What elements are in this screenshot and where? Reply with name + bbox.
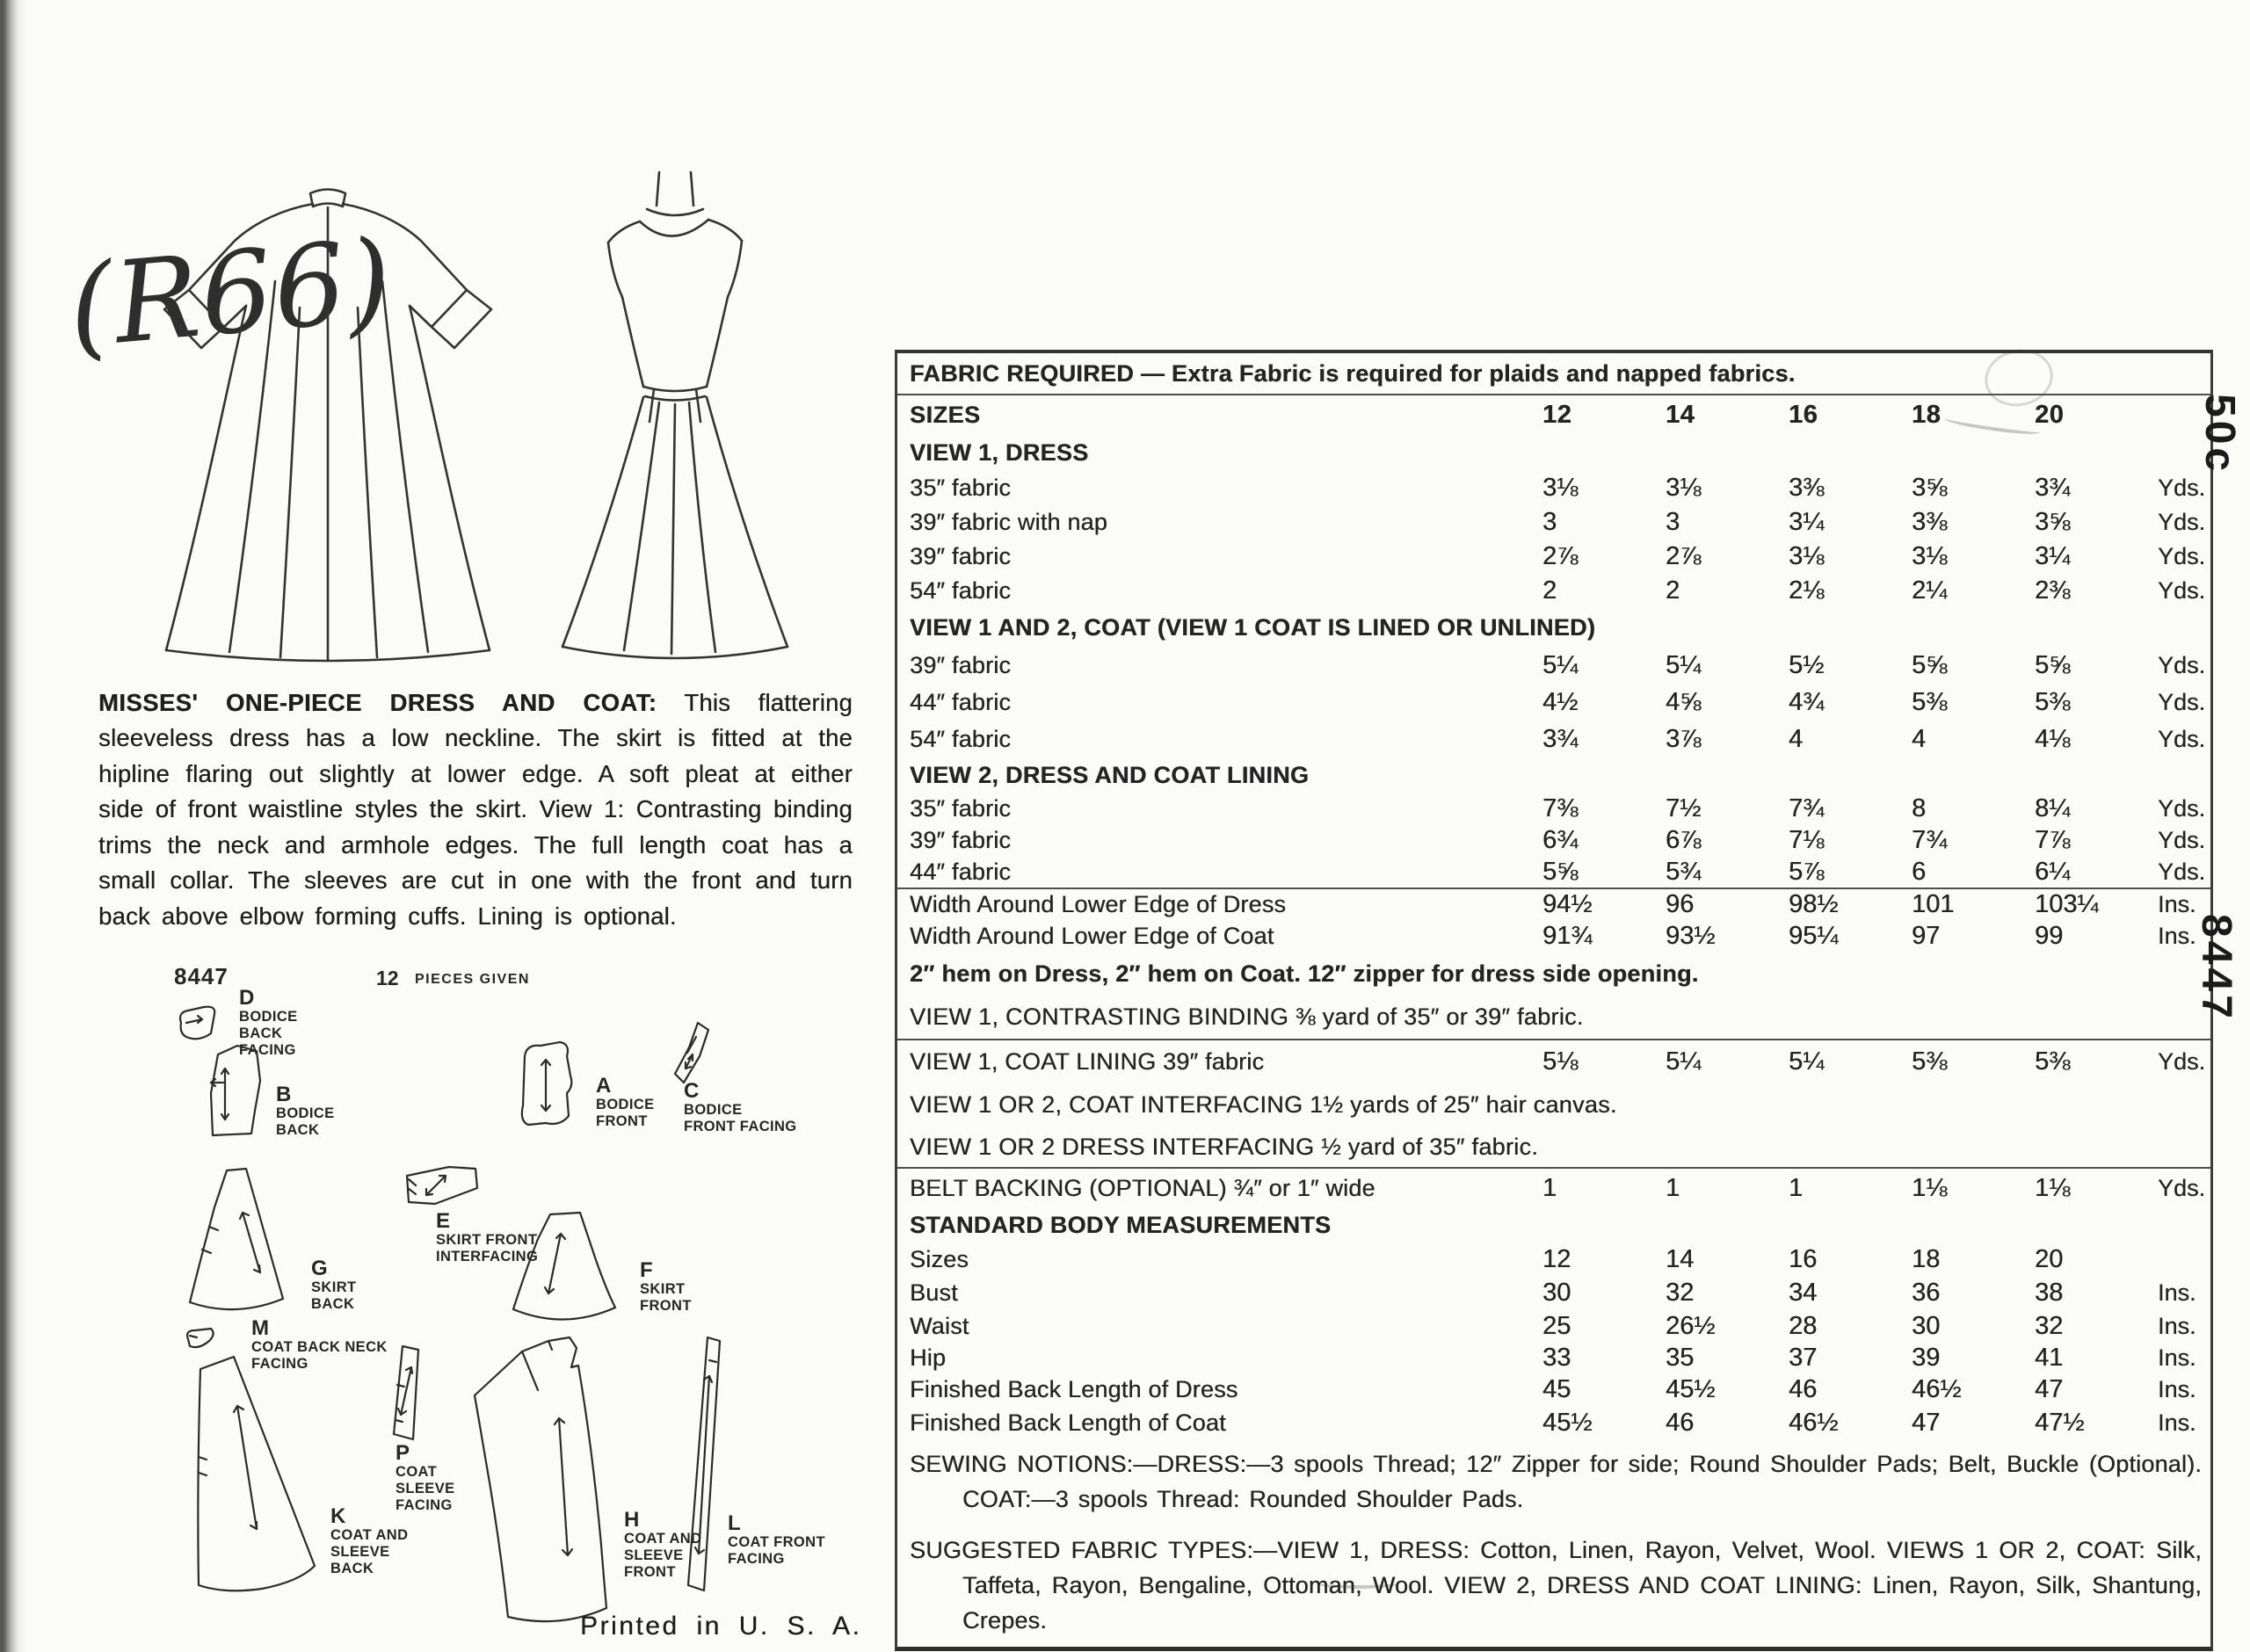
size-value-1: 26½ xyxy=(1666,1311,1716,1340)
section-title: VIEW 1 AND 2, COAT (VIEW 1 COAT IS LINED OR UNLINED) xyxy=(910,613,1596,641)
size-value-0: 7⅜ xyxy=(1542,793,1579,822)
table-row-29 xyxy=(897,1406,2210,1439)
table-row-12 xyxy=(897,793,2210,824)
row-label: 44″ fabric xyxy=(910,858,1012,885)
size-value-3: 3⅛ xyxy=(1912,542,1948,570)
row-label: 39″ fabric xyxy=(910,826,1012,853)
size-value-2: 28 xyxy=(1789,1311,1818,1340)
piece-shape-b xyxy=(202,1042,269,1141)
unit-label: Yds. xyxy=(2158,577,2206,604)
size-value-1: 5¼ xyxy=(1666,1047,1702,1076)
section-title: VIEW 2, DRESS AND COAT LINING xyxy=(910,761,1310,788)
size-value-3: 3⅝ xyxy=(1912,474,1948,502)
size-value-3: 39 xyxy=(1912,1343,1941,1372)
size-value-2: 4 xyxy=(1789,724,1804,753)
table-row-28 xyxy=(897,1373,2210,1406)
table-row-0 xyxy=(897,353,2210,394)
size-value-3: 46½ xyxy=(1912,1374,1962,1403)
size-value-4: 8¼ xyxy=(2035,793,2071,822)
row-label: 35″ fabric xyxy=(910,475,1012,501)
size-value-2: 16 xyxy=(1789,1244,1818,1273)
row-label: 39″ fabric xyxy=(910,543,1012,569)
size-value-2: 7¾ xyxy=(1789,793,1825,822)
coat-back-illustration xyxy=(143,176,512,668)
row-label: Hip xyxy=(910,1344,947,1371)
section-title: STANDARD BODY MEASUREMENTS xyxy=(910,1211,1332,1238)
size-value-4: 32 xyxy=(2035,1311,2064,1340)
size-value-0: 25 xyxy=(1542,1311,1571,1340)
table-row-20 xyxy=(897,1083,2210,1127)
size-value-1: 5¾ xyxy=(1666,857,1702,886)
unit-label: Yds. xyxy=(2158,826,2206,853)
row-label: Finished Back Length of Dress xyxy=(910,1375,1238,1402)
table-text: VIEW 1 OR 2, COAT INTERFACING 1½ yards of 25″ hair canvas. xyxy=(910,1090,1617,1118)
size-value-4: 47 xyxy=(2035,1374,2064,1403)
row-label: 44″ fabric xyxy=(910,688,1012,715)
table-row-24 xyxy=(897,1243,2210,1276)
piece-shape-h xyxy=(464,1334,618,1637)
piece-label-p: P COAT SLEEVE FACING xyxy=(396,1441,455,1513)
table-row-26 xyxy=(897,1309,2210,1343)
pieces-given-label: PIECES GIVEN xyxy=(415,972,530,987)
table-text: VIEW 1, CONTRASTING BINDING ⅜ yard of 35″ or 39″ fabric. xyxy=(910,1003,1584,1030)
size-value-0: 12 xyxy=(1542,1244,1571,1273)
pattern-description xyxy=(98,685,853,935)
row-label: 39″ fabric with nap xyxy=(910,509,1107,535)
unit-label: Yds. xyxy=(2158,1047,2206,1075)
size-value-4: 7⅞ xyxy=(2035,825,2071,854)
size-value-1: 45½ xyxy=(1666,1374,1716,1403)
size-value-1: 35 xyxy=(1666,1343,1695,1372)
size-value-2: 4¾ xyxy=(1789,687,1825,716)
size-value-3: 2¼ xyxy=(1912,576,1948,605)
row-label: 54″ fabric xyxy=(910,577,1012,604)
table-row-31 xyxy=(897,1525,2210,1647)
size-value-0: 12 xyxy=(1542,400,1572,429)
unit-label: Ins. xyxy=(2158,1375,2196,1402)
handwritten-annotation: (R66) xyxy=(63,214,399,374)
size-value-2: 1 xyxy=(1789,1173,1804,1202)
size-value-0: 94½ xyxy=(1542,890,1593,918)
fabric-required-table xyxy=(895,350,2213,1651)
size-value-1: 7½ xyxy=(1666,793,1702,822)
size-value-1: 2 xyxy=(1666,576,1680,605)
pieces-pattern-number: 8447 xyxy=(174,963,229,989)
size-value-1: 93½ xyxy=(1666,922,1716,950)
size-value-0: 3 xyxy=(1542,508,1557,536)
table-row-27 xyxy=(897,1343,2210,1373)
size-value-1: 14 xyxy=(1666,1244,1695,1273)
piece-shape-m xyxy=(181,1325,218,1353)
size-value-3: 18 xyxy=(1912,400,1942,429)
price-label: 50c xyxy=(2196,394,2243,475)
size-value-4: 103¼ xyxy=(2035,890,2099,918)
piece-label-d: D BODICE BACK FACING xyxy=(239,986,298,1058)
size-value-0: 30 xyxy=(1542,1278,1571,1307)
piece-shape-c xyxy=(670,1019,714,1088)
table-row-10 xyxy=(897,721,2210,757)
table-row-9 xyxy=(897,684,2210,721)
size-value-2: 3¼ xyxy=(1789,508,1825,536)
section-title: VIEW 1, DRESS xyxy=(910,438,1089,466)
size-value-1: 3 xyxy=(1666,508,1680,536)
size-value-2: 37 xyxy=(1789,1343,1818,1372)
unit-label: Ins. xyxy=(2158,1279,2196,1306)
unit-label: Yds. xyxy=(2158,1174,2206,1201)
size-value-3: 36 xyxy=(1912,1278,1941,1307)
size-value-0: 5⅝ xyxy=(1542,857,1579,886)
size-value-0: 5⅛ xyxy=(1542,1047,1579,1076)
piece-label-c: C BODICE FRONT FACING xyxy=(684,1079,797,1134)
size-value-1: 4⅝ xyxy=(1666,687,1702,716)
table-row-16 xyxy=(897,920,2210,953)
row-label: 39″ fabric xyxy=(910,651,1012,678)
row-label: Finished Back Length of Coat xyxy=(910,1409,1226,1436)
size-value-4: 3¼ xyxy=(2035,542,2071,570)
piece-label-m: M COAT BACK NECK FACING xyxy=(251,1316,388,1372)
size-value-1: 1 xyxy=(1666,1173,1680,1202)
row-label: Width Around Lower Edge of Dress xyxy=(910,891,1287,917)
size-value-4: 2⅜ xyxy=(2035,576,2071,605)
table-row-22 xyxy=(897,1167,2210,1207)
description-body: This flattering sleeveless dress has a low neckline. The skirt is fitted at the hipline flaring out slightly at lower edge. A soft pleat at either side of front waistline styles the skirt. View 1: Contrasting binding trims the neck and armhole edges. The full length coat has a small collar. The sleeves are cut in one with the front and turn back above elbow forming cuffs. Lining is optional. xyxy=(98,688,853,930)
table-row-17 xyxy=(897,953,2210,995)
size-value-0: 45½ xyxy=(1542,1408,1593,1437)
size-value-3: 101 xyxy=(1912,890,1955,918)
unit-label: Ins. xyxy=(2158,1344,2196,1371)
unit-label: Ins. xyxy=(2158,1312,2196,1339)
size-value-0: 5¼ xyxy=(1542,650,1579,679)
size-value-1: 3⅞ xyxy=(1666,724,1702,753)
unit-label: Ins. xyxy=(2158,1409,2196,1436)
unit-label: Yds. xyxy=(2158,725,2206,752)
size-value-1: 32 xyxy=(1666,1278,1695,1307)
size-value-3: 6 xyxy=(1912,857,1927,886)
row-label: SIZES xyxy=(910,401,981,428)
table-row-8 xyxy=(897,647,2210,684)
piece-label-e: E SKIRT FRONT INTERFACING xyxy=(436,1209,539,1264)
size-value-1: 14 xyxy=(1666,400,1695,429)
size-value-3: 5⅜ xyxy=(1912,687,1948,716)
size-value-2: 34 xyxy=(1789,1278,1818,1307)
unit-label: Yds. xyxy=(2158,688,2206,715)
row-label: Sizes xyxy=(910,1245,969,1272)
size-value-0: 91¾ xyxy=(1542,922,1593,950)
size-value-4: 99 xyxy=(2035,922,2064,950)
piece-shape-g xyxy=(176,1165,297,1316)
unit-label: Ins. xyxy=(2158,923,2196,949)
size-value-1: 2⅞ xyxy=(1666,542,1702,570)
piece-label-a: A BODICE FRONT xyxy=(596,1074,655,1129)
table-row-6 xyxy=(897,574,2210,608)
size-value-2: 95¼ xyxy=(1789,922,1839,950)
size-value-3: 18 xyxy=(1912,1244,1941,1273)
size-value-0: 6¾ xyxy=(1542,825,1579,854)
description-title: MISSES' ONE-PIECE DRESS AND COAT: xyxy=(98,688,657,716)
table-paragraph: SUGGESTED FABRIC TYPES:—VIEW 1, DRESS: Cotton, Linen, Rayon, Velvet, Wool. VIEWS 1 OR 2, COAT: Silk, Taffeta, Rayon, Bengaline, Ottoman, Wool. VIEW 2, DRESS AND COAT LINING: Linen, Rayon, Silk, Shantung, Crepes. xyxy=(910,1537,2202,1634)
table-row-21 xyxy=(897,1127,2210,1167)
size-value-2: 5⅞ xyxy=(1789,857,1825,886)
unit-label: Ins. xyxy=(2158,891,2196,917)
table-text: 2″ hem on Dress, 2″ hem on Coat. 12″ zipper for dress side opening. xyxy=(910,960,1699,987)
size-value-1: 46 xyxy=(1666,1408,1695,1437)
table-row-13 xyxy=(897,824,2210,856)
size-value-2: 46 xyxy=(1789,1374,1818,1403)
size-value-1: 96 xyxy=(1666,890,1695,918)
table-row-7 xyxy=(897,608,2210,647)
piece-shape-d xyxy=(174,1004,227,1044)
size-value-0: 3¾ xyxy=(1542,724,1579,753)
table-row-2 xyxy=(897,434,2210,471)
size-value-2: 5¼ xyxy=(1789,1047,1825,1076)
piece-label-g: G SKIRT BACK xyxy=(311,1257,357,1312)
size-value-3: 7¾ xyxy=(1912,825,1948,854)
table-row-14 xyxy=(897,856,2210,888)
size-value-4: 3¾ xyxy=(2035,474,2071,502)
pattern-pieces-diagram xyxy=(97,958,896,1643)
size-value-3: 5⅝ xyxy=(1912,650,1948,679)
size-value-4: 6¼ xyxy=(2035,857,2071,886)
size-value-2: 7⅛ xyxy=(1789,825,1825,854)
size-value-3: 8 xyxy=(1912,793,1927,822)
printed-in-usa: Printed in U. S. A. xyxy=(580,1612,862,1641)
size-value-2: 3⅛ xyxy=(1789,542,1825,570)
size-value-0: 2 xyxy=(1542,576,1557,605)
table-row-5 xyxy=(897,540,2210,574)
size-value-4: 5⅝ xyxy=(2035,650,2071,679)
size-value-1: 6⅞ xyxy=(1666,825,1702,854)
size-value-0: 45 xyxy=(1542,1374,1571,1403)
table-row-3 xyxy=(897,471,2210,505)
size-value-3: 5⅜ xyxy=(1912,1047,1948,1076)
table-row-23 xyxy=(897,1207,2210,1243)
unit-label: Yds. xyxy=(2158,651,2206,678)
size-value-2: 46½ xyxy=(1789,1408,1839,1437)
unit-label: Yds. xyxy=(2158,794,2206,822)
table-row-11 xyxy=(897,757,2210,793)
size-value-4: 47½ xyxy=(2035,1408,2085,1437)
row-label: 35″ fabric xyxy=(910,794,1012,822)
table-row-1 xyxy=(897,394,2210,434)
unit-label: Yds. xyxy=(2158,509,2206,535)
pieces-count: 12 xyxy=(376,967,399,989)
table-text: VIEW 1 OR 2 DRESS INTERFACING ½ yard of 35″ fabric. xyxy=(910,1133,1539,1160)
table-row-25 xyxy=(897,1276,2210,1309)
row-label: VIEW 1, COAT LINING 39″ fabric xyxy=(910,1047,1265,1075)
row-label: BELT BACKING (OPTIONAL) ¾″ or 1″ wide xyxy=(910,1174,1375,1201)
size-value-1: 5¼ xyxy=(1666,650,1702,679)
piece-label-k: K COAT AND SLEEVE BACK xyxy=(330,1504,409,1576)
size-value-3: 30 xyxy=(1912,1311,1941,1340)
row-label: 54″ fabric xyxy=(910,725,1012,752)
size-value-4: 5⅜ xyxy=(2035,1047,2071,1076)
table-text: FABRIC REQUIRED — Extra Fabric is required for plaids and napped fabrics. xyxy=(910,359,1796,387)
size-value-4: 1⅛ xyxy=(2035,1173,2071,1202)
size-value-4: 5⅜ xyxy=(2035,687,2071,716)
unit-label: Yds. xyxy=(2158,858,2206,885)
size-value-1: 3⅛ xyxy=(1666,474,1702,502)
size-value-4: 41 xyxy=(2035,1343,2064,1372)
table-row-4 xyxy=(897,505,2210,540)
size-value-4: 20 xyxy=(2035,400,2065,429)
unit-label: Yds. xyxy=(2158,475,2206,501)
size-value-3: 4 xyxy=(1912,724,1927,753)
size-value-4: 20 xyxy=(2035,1244,2064,1273)
table-row-30 xyxy=(897,1439,2210,1525)
size-value-3: 47 xyxy=(1912,1408,1941,1437)
table-row-15 xyxy=(897,888,2210,920)
table-row-19 xyxy=(897,1039,2210,1083)
size-value-0: 4½ xyxy=(1542,687,1579,716)
size-value-4: 38 xyxy=(2035,1278,2064,1307)
size-value-3: 3⅜ xyxy=(1912,508,1948,536)
row-label: Width Around Lower Edge of Coat xyxy=(910,923,1274,949)
piece-label-b: B BODICE BACK xyxy=(276,1083,335,1138)
unit-label: Yds. xyxy=(2158,543,2206,569)
piece-shape-e xyxy=(400,1162,481,1213)
size-value-0: 3⅛ xyxy=(1542,474,1579,502)
piece-shape-l xyxy=(681,1334,723,1598)
row-label: Waist xyxy=(910,1312,969,1339)
size-value-3: 97 xyxy=(1912,922,1941,950)
table-paragraph: SEWING NOTIONS:—DRESS:—3 spools Thread; 12″ Zipper for side; Round Shoulder Pads; Belt, Buckle (Optional). COAT:—3 spools Thread: Rounded Shoulder Pads. xyxy=(910,1451,2202,1512)
size-value-2: 98½ xyxy=(1789,890,1839,918)
size-value-0: 2⅞ xyxy=(1542,542,1579,570)
size-value-4: 4⅛ xyxy=(2035,724,2071,753)
table-row-18 xyxy=(897,995,2210,1039)
piece-label-h: H COAT AND SLEEVE FRONT xyxy=(624,1508,702,1580)
piece-shape-p xyxy=(387,1341,427,1445)
piece-shape-f xyxy=(503,1209,626,1327)
size-value-2: 5½ xyxy=(1789,650,1825,679)
size-value-2: 3⅜ xyxy=(1789,474,1825,502)
size-value-0: 33 xyxy=(1542,1343,1571,1372)
row-label: Bust xyxy=(910,1279,958,1306)
size-value-2: 16 xyxy=(1789,400,1818,429)
dress-illustration xyxy=(508,165,842,675)
piece-shape-a xyxy=(514,1039,576,1128)
pattern-number-side: 8447 xyxy=(2193,914,2239,1022)
size-value-0: 1 xyxy=(1542,1173,1557,1202)
size-value-4: 3⅝ xyxy=(2035,508,2071,536)
piece-label-l: L COAT FRONT FACING xyxy=(728,1511,825,1567)
scan-edge-shadow xyxy=(0,0,26,1652)
piece-label-f: F SKIRT FRONT xyxy=(640,1258,692,1314)
piece-shape-k xyxy=(186,1353,323,1604)
size-value-2: 2⅛ xyxy=(1789,576,1825,605)
size-value-3: 1⅛ xyxy=(1912,1173,1948,1202)
